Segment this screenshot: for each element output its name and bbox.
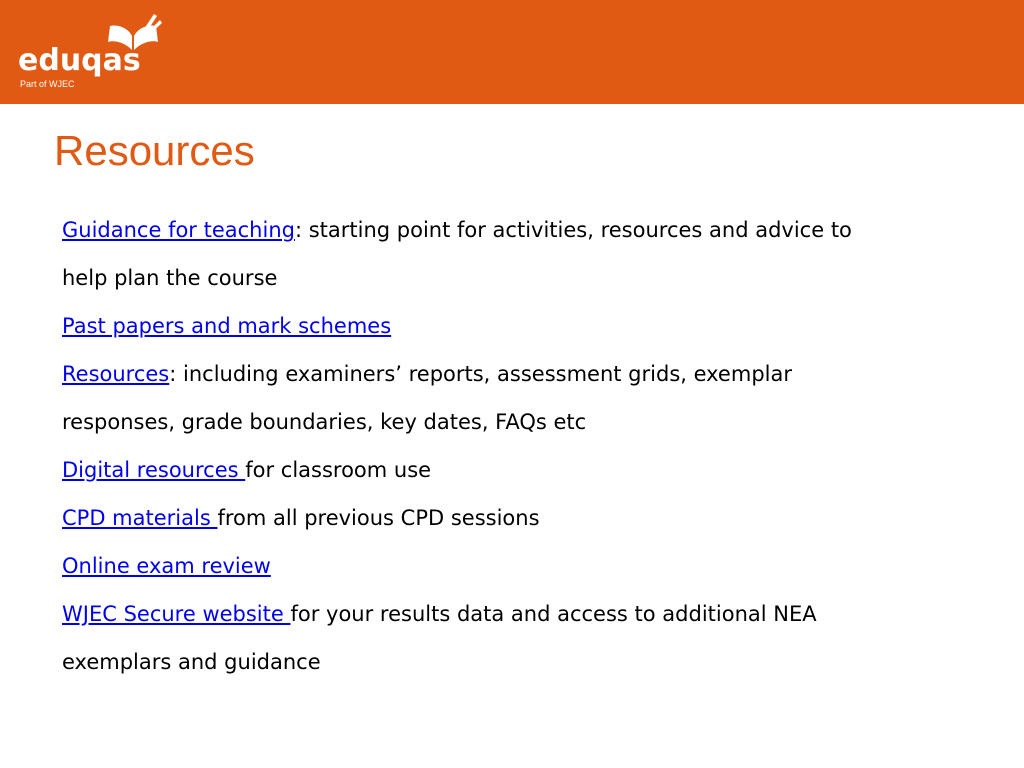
guidance-for-teaching-link[interactable]: Guidance for teaching — [62, 218, 295, 242]
list-item — [62, 446, 962, 494]
list-item-continuation — [62, 398, 962, 446]
list-item — [62, 302, 962, 350]
list-item — [62, 350, 962, 398]
list-item — [62, 590, 962, 638]
header-bar — [0, 0, 1024, 104]
cpd-materials-link[interactable]: CPD materials — [62, 506, 218, 530]
wjec-secure-website-link[interactable]: WJEC Secure website — [62, 602, 291, 626]
item-description: responses, grade boundaries, key dates, FAQs etc — [62, 410, 587, 434]
resources-link[interactable]: Resources — [62, 362, 170, 386]
list-item — [62, 494, 962, 542]
item-description: exemplars and guidance — [62, 650, 321, 674]
past-papers-link[interactable]: Past papers and mark schemes — [62, 314, 392, 338]
item-description: for your results data and access to additional NEA — [290, 602, 817, 626]
list-item — [62, 206, 962, 254]
list-item-continuation — [62, 254, 962, 302]
eduqas-logo[interactable] — [18, 12, 168, 92]
digital-resources-link[interactable]: Digital resources — [62, 458, 246, 482]
logo-wordmark: eduqas — [18, 43, 141, 78]
list-item — [62, 542, 962, 590]
item-description: : including examiners’ reports, assessment grids, exemplar — [169, 362, 792, 386]
logo-subtext: Part of WJEC — [20, 79, 75, 89]
resource-list — [62, 206, 962, 686]
item-description: : starting point for activities, resources and advice to — [294, 218, 852, 242]
item-description: help plan the course — [62, 266, 278, 290]
page-title: Resources — [54, 127, 255, 174]
item-description: for classroom use — [245, 458, 432, 482]
list-item-continuation — [62, 638, 962, 686]
online-exam-review-link[interactable]: Online exam review — [62, 554, 271, 578]
item-description: from all previous CPD sessions — [217, 506, 540, 530]
